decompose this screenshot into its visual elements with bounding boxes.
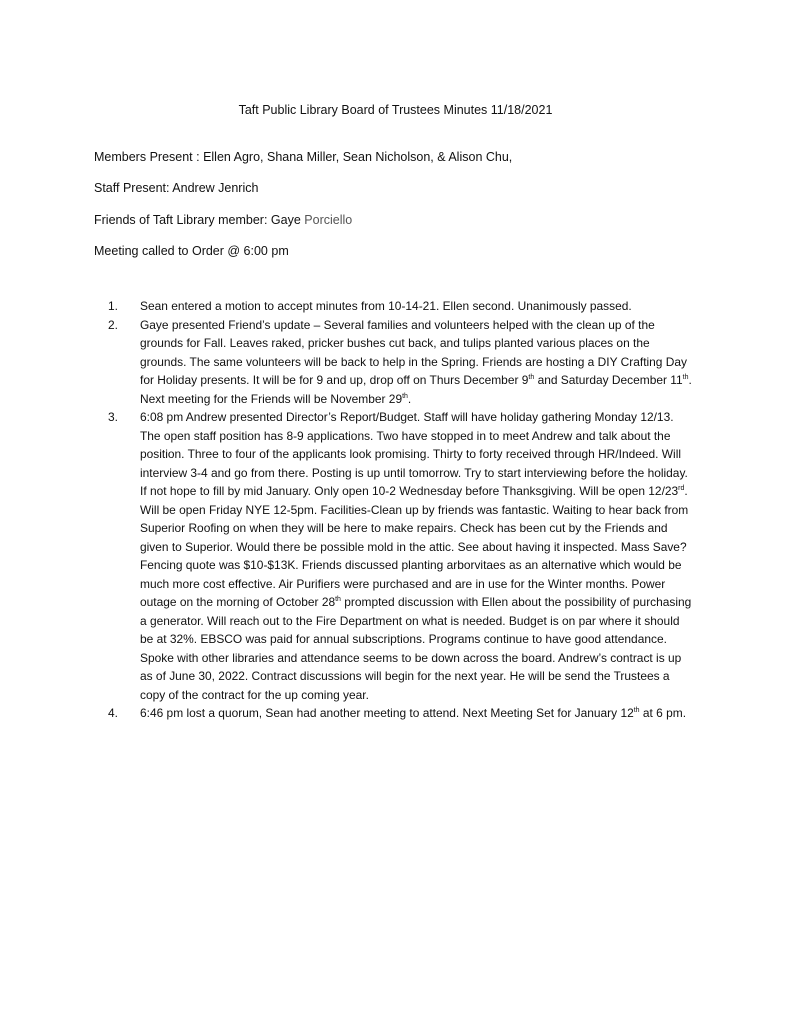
list-item (108, 408, 693, 704)
ordinal-suffix: th (335, 596, 341, 603)
minutes-list (108, 297, 693, 723)
members-present: Members Present : Ellen Agro, Shana Miller, Sean Nicholson, & Alison Chu, (94, 150, 513, 164)
text-segment: at 6 pm. (639, 706, 687, 720)
ordinal-suffix: rd (678, 485, 685, 492)
list-item-text (140, 410, 691, 702)
text-segment: prompted discussion with Ellen about the possibility of purchasing a generator. Will reach out to the Fire Department on what is needed. Budget is on par where it should be at 32%. EBSCO was paid for annual subscriptions. Programs continue to have good attendance. Spoke with other libraries and attendance seems to be down across the board. Andrew’s contract is up as of June 30, 2022. Contract discussions will begin for the next year. He will be send the Trustees a copy of the contract for the up coming year. (140, 595, 692, 702)
document-title: Taft Public Library Board of Trustees Minutes 11/18/2021 (238, 103, 553, 117)
text-segment: Gaye presented Friend’s update – Several families and volunteers helped with the clean up of the grounds for Fall. Leaves raked, pricker bushes cut back, and tulips planted various places on the grounds. The same volunteers will be back to help in the Spring. Friends are hosting a DIY Crafting Day for Holiday presents. It will be for 9 and up, drop off on Thurs December 9 (140, 317, 687, 387)
list-item-number: 4. (108, 706, 118, 720)
ordinal-suffix: th (682, 374, 689, 381)
list-item (108, 297, 693, 316)
list-item-text (140, 299, 632, 313)
friends-member (94, 213, 352, 227)
list-item (108, 316, 693, 409)
ordinal-suffix: th (402, 392, 408, 400)
text-segment: and Saturday December 11 (534, 373, 683, 387)
called-to-order: Meeting called to Order @ 6:00 pm (94, 244, 289, 258)
list-item-text (140, 706, 686, 720)
text-segment: 6:46 pm lost a quorum, Sean had another meeting to attend. Next Meeting Set for January 12 (140, 706, 634, 720)
list-item-number: 3. (108, 410, 118, 424)
list-item-number: 1. (108, 299, 118, 313)
text-segment: Sean entered a motion to accept minutes from 10-14-21. Ellen second. Unanimously passed. (140, 299, 632, 313)
ordinal-suffix: th (633, 707, 640, 714)
text-segment: . (407, 391, 412, 406)
friends-member-surname: Porciello (304, 213, 353, 227)
list-item-number: 2. (108, 317, 118, 332)
text-segment: 6:08 pm Andrew presented Director’s Report/Budget. Staff will have holiday gathering Monday 12/13. The open staff position has 8-9 applications. Two have stopped in to meet Andrew and talk about the position. Three to four of the applicants look promising. Thirty to forty received through HR/Indeed. Will interview 3-4 and go from there. Posting is up until tomorrow. Try to start interviewing before the holiday. If not hope to fill by mid January. Only open 10-2 Wednesday before Thanksgiving. Will be open 12/23 (140, 410, 688, 498)
friends-member-label: Friends of Taft Library member: Gaye (94, 213, 305, 227)
list-item-text (140, 318, 692, 406)
text-segment: . Will be open Friday NYE 12-5pm. Facilities-Clean up by friends was fantastic. Waiting to hear back from Superior Roofing on when they will be here to make repairs. Check has been cut by the Friends and given to Superior. Would there be possible mold in the attic. See about having it inspected. Mass Save? Fencing quote was $10-$13K. Friends discussed planting arborvitaes as an alternative which would be much more cost effective. Air Purifiers were purchased and are in use for the Winter months. Power outage on the morning of October 28 (140, 484, 689, 609)
list-item (108, 704, 693, 723)
ordinal-suffix: th (528, 374, 535, 381)
text-segment: . Next meeting for the Friends will be November 29 (140, 373, 692, 406)
staff-present: Staff Present: Andrew Jenrich (94, 181, 259, 195)
